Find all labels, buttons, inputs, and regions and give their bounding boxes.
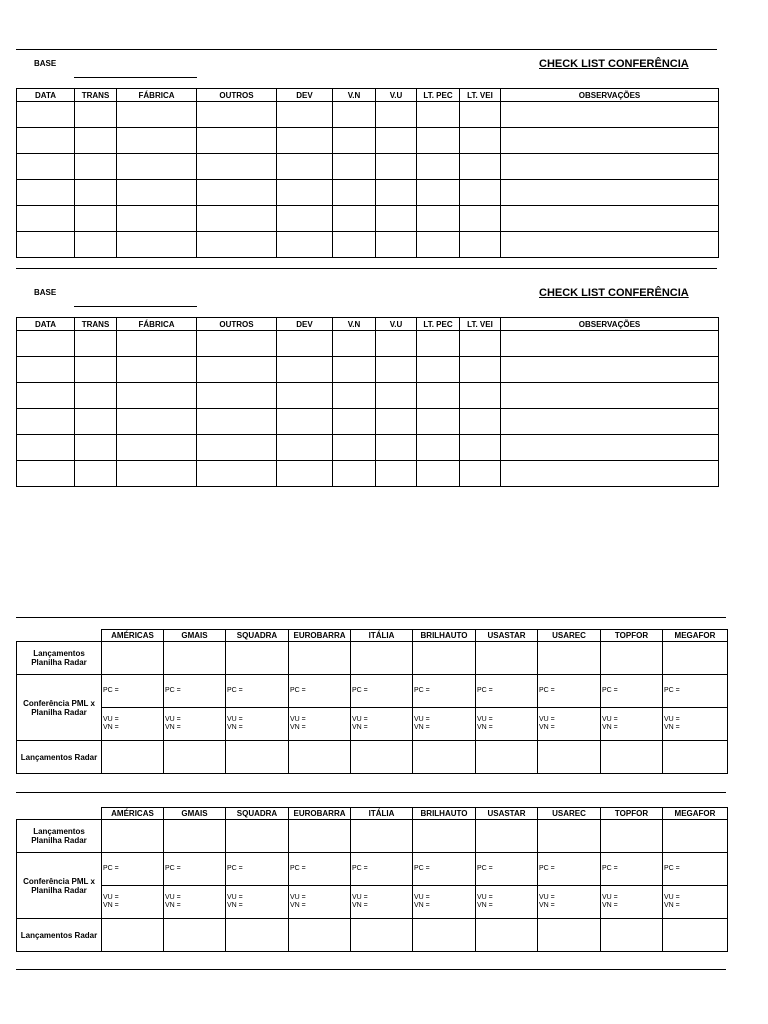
- cell[interactable]: [417, 409, 460, 435]
- cell[interactable]: [277, 435, 333, 461]
- radar-header-row: [17, 808, 728, 820]
- corner-cell: [17, 808, 102, 820]
- row-label-conferencia: Conferência PML x Planilha Radar: [17, 853, 102, 919]
- cell[interactable]: [75, 357, 117, 383]
- table-row: [17, 675, 728, 708]
- cell[interactable]: [117, 383, 197, 409]
- radar-header-row: [17, 630, 728, 642]
- cell[interactable]: [663, 741, 728, 774]
- base-label: BASE: [34, 59, 57, 68]
- col-squadra: SQUADRA: [226, 630, 289, 642]
- cell[interactable]: [102, 741, 164, 774]
- vu-vn-cell[interactable]: VU = VN =: [164, 886, 226, 919]
- pc-cell[interactable]: PC =: [289, 675, 351, 708]
- cell[interactable]: [17, 383, 75, 409]
- col-outros: OUTROS: [197, 318, 277, 331]
- checklist-title: CHECK LIST CONFERÊNCIA: [539, 287, 689, 299]
- col-data: DATA: [17, 318, 75, 331]
- cell[interactable]: [376, 357, 417, 383]
- cell[interactable]: [197, 435, 277, 461]
- cell[interactable]: [277, 461, 333, 487]
- col-topfor: TOPFOR: [601, 630, 663, 642]
- cell[interactable]: [197, 206, 277, 232]
- table-row: [17, 128, 719, 154]
- cell[interactable]: [117, 128, 197, 154]
- col-squadra: SQUADRA: [226, 808, 289, 820]
- row-label-conferencia: Conferência PML x Planilha Radar: [17, 675, 102, 741]
- cell[interactable]: [164, 919, 226, 952]
- col-eurobarra: EUROBARRA: [289, 630, 351, 642]
- cell[interactable]: [376, 206, 417, 232]
- cell[interactable]: [333, 435, 376, 461]
- cell[interactable]: [17, 461, 75, 487]
- cell[interactable]: [17, 435, 75, 461]
- vu-vn-cell[interactable]: VU = VN =: [476, 708, 538, 741]
- cell[interactable]: [117, 180, 197, 206]
- checklist-header-row: [17, 89, 719, 102]
- cell[interactable]: [333, 232, 376, 258]
- pc-cell[interactable]: PC =: [413, 853, 476, 886]
- cell[interactable]: [460, 383, 501, 409]
- cell[interactable]: [117, 331, 197, 357]
- cell[interactable]: [417, 206, 460, 232]
- col-brilhauto: BRILHAUTO: [413, 630, 476, 642]
- pc-cell[interactable]: PC =: [102, 675, 164, 708]
- cell[interactable]: [460, 409, 501, 435]
- pc-cell[interactable]: PC =: [601, 675, 663, 708]
- cell[interactable]: [102, 919, 164, 952]
- cell[interactable]: [460, 331, 501, 357]
- cell[interactable]: [501, 232, 719, 258]
- col-lt-pec: LT. PEC: [417, 89, 460, 102]
- cell[interactable]: [417, 357, 460, 383]
- pc-cell[interactable]: PC =: [289, 853, 351, 886]
- cell[interactable]: [417, 180, 460, 206]
- cell[interactable]: [75, 232, 117, 258]
- cell[interactable]: [501, 154, 719, 180]
- col-vn: V.N: [333, 318, 376, 331]
- corner-cell: [17, 630, 102, 642]
- cell[interactable]: [117, 232, 197, 258]
- cell[interactable]: [417, 383, 460, 409]
- cell[interactable]: [75, 383, 117, 409]
- vu-vn-cell[interactable]: VU = VN =: [663, 886, 728, 919]
- divider: [16, 617, 726, 618]
- cell[interactable]: [197, 461, 277, 487]
- col-trans: TRANS: [75, 89, 117, 102]
- cell[interactable]: [376, 331, 417, 357]
- cell[interactable]: [277, 357, 333, 383]
- table-row: [17, 331, 719, 357]
- cell[interactable]: [289, 820, 351, 853]
- checklist-title: CHECK LIST CONFERÊNCIA: [539, 58, 689, 70]
- row-label-lancamentos-planilha: Lançamentos Planilha Radar: [17, 642, 102, 675]
- col-topfor: TOPFOR: [601, 808, 663, 820]
- table-row: [17, 435, 719, 461]
- cell[interactable]: [75, 206, 117, 232]
- cell[interactable]: [17, 128, 75, 154]
- divider: [16, 792, 726, 793]
- col-usastar: USASTAR: [476, 808, 538, 820]
- table-row: [17, 741, 728, 774]
- vu-vn-cell[interactable]: VU = VN =: [102, 708, 164, 741]
- checklist-table: [16, 88, 719, 258]
- base-label: BASE: [34, 288, 57, 297]
- cell[interactable]: [476, 642, 538, 675]
- radar-table: [16, 807, 728, 952]
- cell[interactable]: [376, 383, 417, 409]
- vu-vn-cell[interactable]: VU = VN =: [476, 886, 538, 919]
- cell[interactable]: [17, 206, 75, 232]
- vu-vn-cell[interactable]: VU = VN =: [538, 886, 601, 919]
- cell[interactable]: [351, 741, 413, 774]
- cell[interactable]: [601, 820, 663, 853]
- cell[interactable]: [17, 180, 75, 206]
- col-data: DATA: [17, 89, 75, 102]
- cell[interactable]: [501, 180, 719, 206]
- cell[interactable]: [501, 128, 719, 154]
- cell[interactable]: [501, 383, 719, 409]
- cell[interactable]: [376, 128, 417, 154]
- cell[interactable]: [663, 820, 728, 853]
- cell[interactable]: [197, 128, 277, 154]
- cell[interactable]: [413, 642, 476, 675]
- cell[interactable]: [117, 461, 197, 487]
- vu-vn-cell[interactable]: VU = VN =: [413, 886, 476, 919]
- table-row: [17, 206, 719, 232]
- cell[interactable]: [601, 642, 663, 675]
- cell[interactable]: [75, 102, 117, 128]
- cell[interactable]: [333, 180, 376, 206]
- col-fabrica: FÁBRICA: [117, 318, 197, 331]
- cell[interactable]: [164, 741, 226, 774]
- table-row: [17, 820, 728, 853]
- pc-cell[interactable]: PC =: [601, 853, 663, 886]
- table-row: [17, 180, 719, 206]
- cell[interactable]: [476, 741, 538, 774]
- cell[interactable]: [413, 919, 476, 952]
- pc-cell[interactable]: PC =: [538, 675, 601, 708]
- cell[interactable]: [289, 919, 351, 952]
- cell[interactable]: [277, 409, 333, 435]
- cell[interactable]: [413, 741, 476, 774]
- table-row: [17, 853, 728, 886]
- cell[interactable]: [17, 232, 75, 258]
- cell[interactable]: [501, 206, 719, 232]
- vu-vn-cell[interactable]: VU = VN =: [413, 708, 476, 741]
- cell[interactable]: [460, 206, 501, 232]
- col-usastar: USASTAR: [476, 630, 538, 642]
- cell[interactable]: [75, 331, 117, 357]
- cell[interactable]: [376, 154, 417, 180]
- col-vu: V.U: [376, 318, 417, 331]
- cell[interactable]: [333, 461, 376, 487]
- cell[interactable]: [476, 820, 538, 853]
- col-brilhauto: BRILHAUTO: [413, 808, 476, 820]
- col-americas: AMÉRICAS: [102, 630, 164, 642]
- col-fabrica: FÁBRICA: [117, 89, 197, 102]
- pc-cell[interactable]: PC =: [413, 675, 476, 708]
- vu-vn-cell[interactable]: VU = VN =: [102, 886, 164, 919]
- cell[interactable]: [417, 461, 460, 487]
- cell[interactable]: [117, 206, 197, 232]
- cell[interactable]: [501, 331, 719, 357]
- cell[interactable]: [117, 435, 197, 461]
- col-megafor: MEGAFOR: [663, 808, 728, 820]
- base-input-line: [74, 306, 197, 307]
- pc-cell[interactable]: PC =: [476, 675, 538, 708]
- col-italia: ITÁLIA: [351, 630, 413, 642]
- col-vn: V.N: [333, 89, 376, 102]
- table-row: [17, 708, 728, 741]
- divider: [16, 969, 726, 970]
- cell[interactable]: [17, 357, 75, 383]
- cell[interactable]: [663, 642, 728, 675]
- cell[interactable]: [75, 461, 117, 487]
- cell[interactable]: [197, 357, 277, 383]
- pc-cell[interactable]: PC =: [476, 853, 538, 886]
- cell[interactable]: [197, 102, 277, 128]
- cell[interactable]: [17, 102, 75, 128]
- cell[interactable]: [501, 461, 719, 487]
- cell[interactable]: [601, 919, 663, 952]
- vu-vn-cell[interactable]: VU = VN =: [226, 708, 289, 741]
- cell[interactable]: [333, 357, 376, 383]
- row-label-lancamentos-radar: Lançamentos Radar: [17, 919, 102, 952]
- cell[interactable]: [460, 357, 501, 383]
- cell[interactable]: [413, 820, 476, 853]
- table-row: [17, 642, 728, 675]
- cell[interactable]: [277, 180, 333, 206]
- cell[interactable]: [333, 383, 376, 409]
- cell[interactable]: [376, 435, 417, 461]
- table-row: [17, 886, 728, 919]
- cell[interactable]: [417, 435, 460, 461]
- cell[interactable]: [117, 409, 197, 435]
- cell[interactable]: [75, 180, 117, 206]
- cell[interactable]: [17, 331, 75, 357]
- vu-vn-cell[interactable]: VU = VN =: [289, 708, 351, 741]
- pc-cell[interactable]: PC =: [538, 853, 601, 886]
- cell[interactable]: [197, 232, 277, 258]
- cell[interactable]: [117, 154, 197, 180]
- cell[interactable]: [333, 409, 376, 435]
- cell[interactable]: [75, 154, 117, 180]
- cell[interactable]: [17, 154, 75, 180]
- radar-table: [16, 629, 728, 774]
- cell[interactable]: [17, 409, 75, 435]
- table-row: [17, 919, 728, 952]
- cell[interactable]: [289, 741, 351, 774]
- cell[interactable]: [376, 180, 417, 206]
- cell[interactable]: [417, 102, 460, 128]
- cell[interactable]: [460, 180, 501, 206]
- cell[interactable]: [501, 435, 719, 461]
- cell[interactable]: [289, 642, 351, 675]
- cell[interactable]: [102, 642, 164, 675]
- col-italia: ITÁLIA: [351, 808, 413, 820]
- cell[interactable]: [102, 820, 164, 853]
- cell[interactable]: [417, 128, 460, 154]
- cell[interactable]: [226, 642, 289, 675]
- table-row: [17, 154, 719, 180]
- cell[interactable]: [226, 919, 289, 952]
- cell[interactable]: [460, 102, 501, 128]
- pc-cell[interactable]: PC =: [164, 853, 226, 886]
- col-dev: DEV: [277, 89, 333, 102]
- col-eurobarra: EUROBARRA: [289, 808, 351, 820]
- cell[interactable]: [117, 357, 197, 383]
- cell[interactable]: [75, 409, 117, 435]
- cell[interactable]: [460, 435, 501, 461]
- col-lt-vei: LT. VEI: [460, 89, 501, 102]
- table-row: [17, 383, 719, 409]
- col-usarec: USAREC: [538, 630, 601, 642]
- vu-vn-cell[interactable]: VU = VN =: [538, 708, 601, 741]
- cell[interactable]: [333, 154, 376, 180]
- col-usarec: USAREC: [538, 808, 601, 820]
- cell[interactable]: [538, 642, 601, 675]
- vu-vn-cell[interactable]: VU = VN =: [164, 708, 226, 741]
- pc-cell[interactable]: PC =: [164, 675, 226, 708]
- cell[interactable]: [460, 128, 501, 154]
- col-americas: AMÉRICAS: [102, 808, 164, 820]
- cell[interactable]: [197, 331, 277, 357]
- cell[interactable]: [277, 331, 333, 357]
- vu-vn-cell[interactable]: VU = VN =: [351, 708, 413, 741]
- vu-vn-cell[interactable]: VU = VN =: [289, 886, 351, 919]
- vu-vn-cell[interactable]: VU = VN =: [663, 708, 728, 741]
- checklist-header-row: [17, 318, 719, 331]
- cell[interactable]: [538, 919, 601, 952]
- cell[interactable]: [476, 919, 538, 952]
- cell[interactable]: [460, 461, 501, 487]
- col-vu: V.U: [376, 89, 417, 102]
- checklist-table: [16, 317, 719, 487]
- cell[interactable]: [376, 232, 417, 258]
- vu-vn-cell[interactable]: VU = VN =: [601, 708, 663, 741]
- cell[interactable]: [501, 357, 719, 383]
- cell[interactable]: [351, 919, 413, 952]
- cell[interactable]: [417, 232, 460, 258]
- col-lt-vei: LT. VEI: [460, 318, 501, 331]
- cell[interactable]: [164, 642, 226, 675]
- table-row: [17, 232, 719, 258]
- cell[interactable]: [333, 128, 376, 154]
- base-input-line: [74, 77, 197, 78]
- cell[interactable]: [460, 154, 501, 180]
- col-gmais: GMAIS: [164, 630, 226, 642]
- cell[interactable]: [333, 102, 376, 128]
- cell[interactable]: [226, 741, 289, 774]
- cell[interactable]: [164, 820, 226, 853]
- table-row: [17, 357, 719, 383]
- cell[interactable]: [226, 820, 289, 853]
- divider: [16, 49, 717, 50]
- cell[interactable]: [417, 331, 460, 357]
- cell[interactable]: [197, 180, 277, 206]
- col-megafor: MEGAFOR: [663, 630, 728, 642]
- cell[interactable]: [117, 102, 197, 128]
- table-row: [17, 409, 719, 435]
- pc-cell[interactable]: PC =: [663, 675, 728, 708]
- cell[interactable]: [501, 409, 719, 435]
- cell[interactable]: [277, 383, 333, 409]
- cell[interactable]: [277, 128, 333, 154]
- col-trans: TRANS: [75, 318, 117, 331]
- cell[interactable]: [376, 409, 417, 435]
- col-lt-pec: LT. PEC: [417, 318, 460, 331]
- cell[interactable]: [376, 461, 417, 487]
- table-row: [17, 461, 719, 487]
- cell[interactable]: [277, 232, 333, 258]
- cell[interactable]: [351, 642, 413, 675]
- cell[interactable]: [333, 331, 376, 357]
- pc-cell[interactable]: PC =: [663, 853, 728, 886]
- pc-cell[interactable]: PC =: [226, 675, 289, 708]
- pc-cell[interactable]: PC =: [102, 853, 164, 886]
- vu-vn-cell[interactable]: VU = VN =: [226, 886, 289, 919]
- row-label-lancamentos-radar: Lançamentos Radar: [17, 741, 102, 774]
- cell[interactable]: [75, 128, 117, 154]
- divider: [16, 268, 717, 269]
- cell[interactable]: [277, 154, 333, 180]
- cell[interactable]: [538, 741, 601, 774]
- vu-vn-cell[interactable]: VU = VN =: [351, 886, 413, 919]
- row-label-lancamentos-planilha: Lançamentos Planilha Radar: [17, 820, 102, 853]
- col-observacoes: OBSERVAÇÕES: [501, 318, 719, 331]
- cell[interactable]: [75, 435, 117, 461]
- table-row: [17, 102, 719, 128]
- cell[interactable]: [501, 102, 719, 128]
- cell[interactable]: [538, 820, 601, 853]
- col-dev: DEV: [277, 318, 333, 331]
- cell[interactable]: [197, 383, 277, 409]
- pc-cell[interactable]: PC =: [351, 853, 413, 886]
- cell[interactable]: [663, 919, 728, 952]
- col-outros: OUTROS: [197, 89, 277, 102]
- cell[interactable]: [601, 741, 663, 774]
- pc-cell[interactable]: PC =: [351, 675, 413, 708]
- cell[interactable]: [460, 232, 501, 258]
- cell[interactable]: [376, 102, 417, 128]
- col-gmais: GMAIS: [164, 808, 226, 820]
- col-observacoes: OBSERVAÇÕES: [501, 89, 719, 102]
- cell[interactable]: [333, 206, 376, 232]
- vu-vn-cell[interactable]: VU = VN =: [601, 886, 663, 919]
- cell[interactable]: [351, 820, 413, 853]
- cell[interactable]: [197, 154, 277, 180]
- pc-cell[interactable]: PC =: [226, 853, 289, 886]
- cell[interactable]: [417, 154, 460, 180]
- cell[interactable]: [277, 206, 333, 232]
- cell[interactable]: [277, 102, 333, 128]
- cell[interactable]: [197, 409, 277, 435]
